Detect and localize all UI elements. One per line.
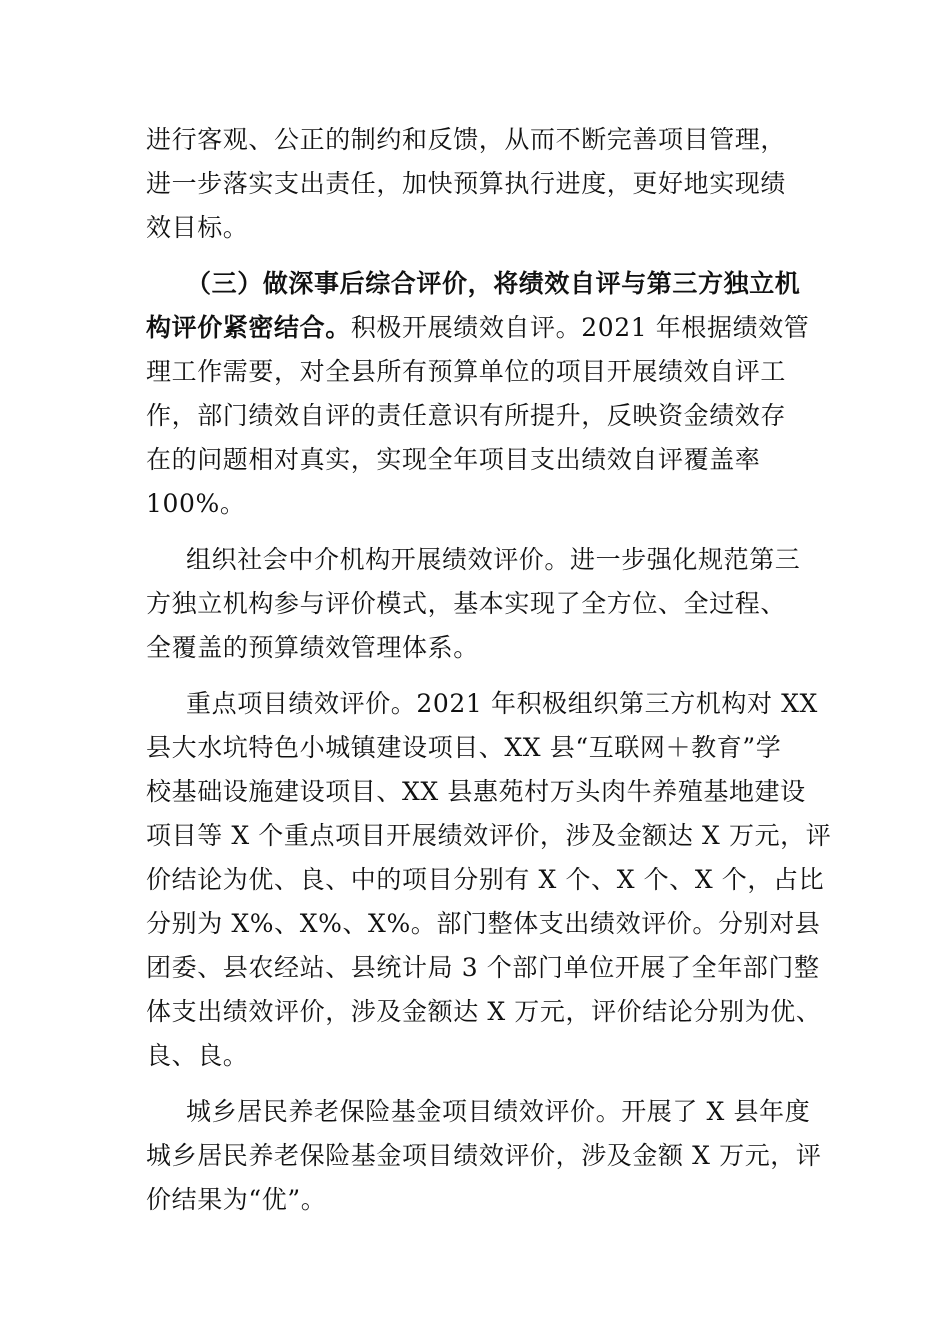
paragraph-section-three [146, 262, 810, 526]
text-line: 组织社会中介机构开展绩效评价。进一步强化规范第三 [186, 545, 801, 574]
text-line: 进一步落实支出责任，加快预算执行进度，更好地实现绩 [146, 169, 787, 198]
text-line: 良、良。 [146, 1041, 249, 1070]
text-line: 方独立机构参与评价模式，基本实现了全方位、全过程、 [146, 589, 787, 618]
paragraph [146, 118, 806, 250]
text-line: 校基础设施建设项目、XX 县惠苑村万头肉牛养殖基地建设 [146, 777, 806, 806]
section-heading-line: （三）做深事后综合评价，将绩效自评与第三方独立机 [186, 269, 801, 298]
text-line: 城乡居民养老保险基金项目绩效评价。开展了 X 县年度 [186, 1097, 811, 1126]
paragraph [146, 538, 806, 670]
document-body [146, 118, 832, 1222]
text-line: 在的问题相对真实，实现全年项目支出绩效自评覆盖率 [146, 445, 761, 474]
text-line: 效目标。 [146, 213, 249, 242]
text-segment: 积极开展绩效自评。2021 年根据绩效管 [350, 313, 810, 342]
text-line: 重点项目绩效评价。2021 年积极组织第三方机构对 XX [186, 689, 818, 718]
text-line: 价结果为“优”。 [146, 1185, 327, 1214]
text-line: 全覆盖的预算绩效管理体系。 [146, 633, 479, 662]
text-line: 项目等 X 个重点项目开展绩效评价，涉及金额达 X 万元，评 [146, 821, 832, 850]
paragraph [146, 682, 832, 1078]
text-line: 分别为 X%、X%、X%。部门整体支出绩效评价。分别对县 [146, 909, 821, 938]
paragraph [146, 1090, 822, 1222]
text-line [146, 306, 810, 350]
text-line: 理工作需要，对全县所有预算单位的项目开展绩效自评工 [146, 357, 787, 386]
text-line: 团委、县农经站、县统计局 3 个部门单位开展了全年部门整 [146, 953, 820, 982]
text-line: 县大水坑特色小城镇建设项目、XX 县“互联网＋教育”学 [146, 733, 782, 762]
text-line: 体支出绩效评价，涉及金额达 X 万元，评价结论分别为优、 [146, 997, 822, 1026]
section-heading-tail: 构评价紧密结合。 [146, 313, 351, 342]
text-line: 作，部门绩效自评的责任意识有所提升，反映资金绩效存 [146, 401, 787, 430]
text-line: 价结论为优、良、中的项目分别有 X 个、X 个、X 个，占比 [146, 865, 825, 894]
text-line: 100%。 [146, 489, 246, 518]
text-line: 进行客观、公正的制约和反馈，从而不断完善项目管理， [146, 125, 787, 154]
text-line: 城乡居民养老保险基金项目绩效评价，涉及金额 X 万元，评 [146, 1141, 822, 1170]
